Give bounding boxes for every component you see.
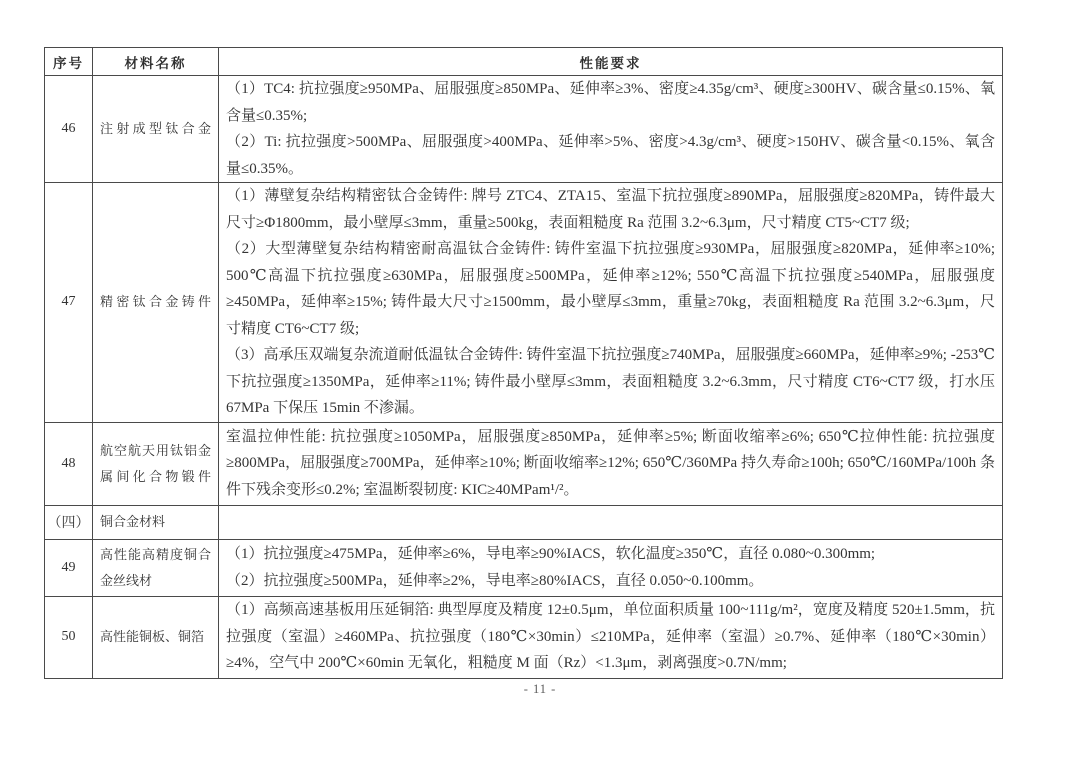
- column-header-material-name: 材料名称: [93, 48, 219, 76]
- requirement-paragraph: （2）Ti: 抗拉强度>500MPa、屈服强度>400MPa、延伸率>5%、密度>4.3g/cm³、硬度>150HV、碳含量<0.15%、氧含量≤0.35%。: [226, 134, 995, 177]
- page-number: - 11 -: [523, 682, 557, 696]
- table-row-49: [45, 539, 1003, 596]
- row-no: 48: [45, 422, 93, 505]
- table-row-section-4: [45, 505, 1003, 539]
- section-no: （四）: [45, 505, 93, 539]
- requirement-paragraph: （1）薄壁复杂结构精密钛合金铸件: 牌号 ZTC4、ZTA15、室温下抗拉强度≥890MPa，屈服强度≥820MPa，铸件最大尺寸≥Φ1800mm，最小壁厚≤3mm，重量≥500kg，表面粗糙度 Ra 范围 3.2~6.3μm，尺寸精度 CT5~CT7 级;: [226, 188, 995, 231]
- table-row-48: [45, 422, 1003, 505]
- table-row-46: [45, 76, 1003, 183]
- requirements-cell-empty: [219, 505, 1003, 539]
- row-no: 47: [45, 183, 93, 423]
- section-title: 铜合金材料: [93, 505, 219, 539]
- requirement-paragraph: （3）高承压双端复杂流道耐低温钛合金铸件: 铸件室温下抗拉强度≥740MPa，屈服强度≥660MPa，延伸率≥9%; -253℃下抗拉强度≥1350MPa，延伸率≥11%; 铸件最小壁厚≤3mm，表面粗糙度 3.2~6.3mm，尺寸精度 CT6~CT7 级，打水压 67MPa 下保压 15min 不渗漏。: [226, 347, 995, 416]
- requirements-cell: [219, 422, 1003, 505]
- requirements-cell: [219, 183, 1003, 423]
- requirement-paragraph: （2）大型薄壁复杂结构精密耐高温钛合金铸件: 铸件室温下抗拉强度≥930MPa，屈服强度≥820MPa，延伸率≥10%; 500℃高温下抗拉强度≥630MPa，屈服强度≥500MPa，延伸率≥12%; 550℃高温下抗拉强度≥540MPa，屈服强度≥450MPa，延伸率≥15%; 铸件最大尺寸≥1500mm，最小壁厚≤3mm，重量≥70kg，表面粗糙度 Ra 范围 3.2~6.3μm，尺寸精度 CT6~CT7 级;: [226, 241, 995, 337]
- requirement-paragraph: （1）TC4: 抗拉强度≥950MPa、屈服强度≥850MPa、延伸率≥3%、密度≥4.35g/cm³、硬度≥300HV、碳含量≤0.15%、氧含量≤0.35%;: [226, 81, 995, 124]
- requirements-cell: [219, 539, 1003, 596]
- material-name: 注射成型钛合金: [93, 76, 219, 183]
- requirements-cell: [219, 76, 1003, 183]
- column-header-performance-requirements: 性能要求: [219, 48, 1003, 76]
- materials-table: [44, 47, 1003, 679]
- table-row-47: [45, 183, 1003, 423]
- requirement-paragraph: （1）高频高速基板用压延铜箔: 典型厚度及精度 12±0.5μm，单位面积质量 100~111g/m²，宽度及精度 520±1.5mm，抗拉强度（室温）≥460MPa、抗拉强度（180℃×30min）≤210MPa，延伸率（室温）≥0.7%、延伸率（180℃×30min）≥4%，空气中 200℃×60min 无氧化，粗糙度 M 面（Rz）<1.3μm，剥离强度>0.7N/mm;: [226, 602, 995, 672]
- material-name: 航空航天用钛铝金属间化合物锻件: [93, 422, 219, 505]
- material-name: 高性能高精度铜合金丝线材: [93, 539, 219, 596]
- row-no: 49: [45, 539, 93, 596]
- requirements-cell: [219, 596, 1003, 678]
- material-name: 高性能铜板、铜箔: [93, 596, 219, 678]
- requirement-paragraph: 室温拉伸性能: 抗拉强度≥1050MPa，屈服强度≥850MPa，延伸率≥5%; 断面收缩率≥6%; 650℃拉伸性能: 抗拉强度≥800MPa，屈服强度≥700MPa，延伸率≥10%; 断面收缩率≥12%; 650℃/360MPa 持久寿命≥100h; 650℃/160MPa/100h 条件下残余变形≤0.2%; 室温断裂韧度: KIC≥40MPam¹/²。: [226, 428, 995, 498]
- column-header-no: 序号: [45, 48, 93, 76]
- table-row-50: [45, 596, 1003, 678]
- requirement-paragraph: （2）抗拉强度≥500MPa，延伸率≥2%，导电率≥80%IACS，直径 0.050~0.100mm。: [226, 572, 764, 589]
- row-no: 46: [45, 76, 93, 183]
- row-no: 50: [45, 596, 93, 678]
- requirement-paragraph: （1）抗拉强度≥475MPa，延伸率≥6%，导电率≥90%IACS，软化温度≥350℃，直径 0.080~0.300mm;: [226, 546, 876, 562]
- material-name: 精密钛合金铸件: [93, 183, 219, 423]
- table-header-row: [45, 48, 1003, 76]
